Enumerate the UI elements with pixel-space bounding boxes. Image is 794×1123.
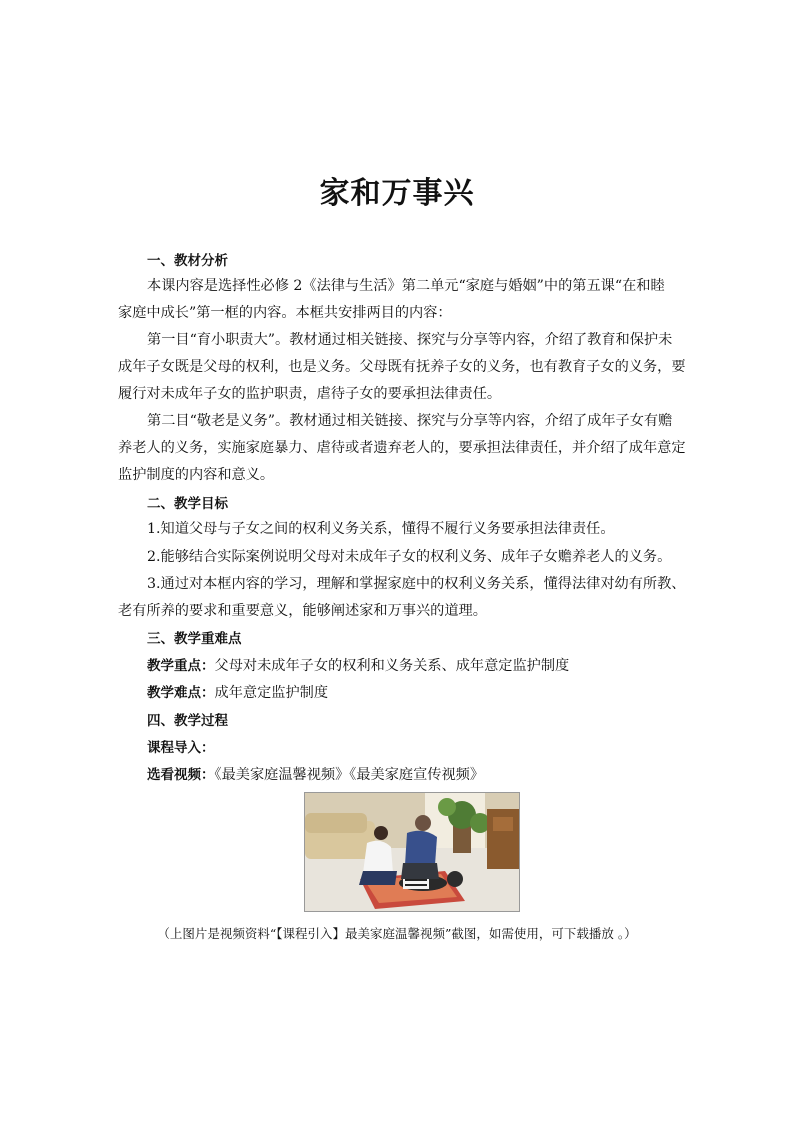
video-screenshot-image (304, 792, 520, 912)
paragraph-line: 成年子女既是父母的权利，也是义务。父母既有抚养子女的义务，也有教育子女的义务，要 (118, 359, 686, 375)
intro-label-text: 课程导入： (147, 740, 215, 756)
paragraph-line: 本课内容是选择性必修 2《法律与生活》第二单元“家庭与婚姻”中的第五课“在和睦 (147, 278, 665, 294)
paragraph-line: 监护制度的内容和意义。 (118, 467, 275, 483)
section-heading-1: 一、教材分析 (147, 253, 228, 269)
goal-item-continued: 老有所养的要求和重要意义，能够阐述家和万事兴的道理。 (118, 603, 487, 619)
paragraph-line: 第二目“敬老是义务”。教材通过相关链接、探究与分享等内容，介绍了成年子女有赡 (147, 413, 673, 429)
video-label: 选看视频： (147, 767, 215, 783)
difficult-point (147, 681, 328, 702)
section-heading-2: 二、教学目标 (147, 496, 228, 512)
paragraph-line: 养老人的义务，实施家庭暴力、虐待或者遗弃老人的，要承担法律责任，并介绍了成年意定 (118, 440, 686, 456)
key-point-label: 教学重点： (147, 658, 215, 674)
difficult-point-label: 教学难点： (147, 685, 215, 701)
paragraph-line: 第一目“育小职责大”。教材通过相关链接、探究与分享等内容，介绍了教育和保护未 (147, 332, 673, 348)
goal-item: 3.通过对本框内容的学习，理解和掌握家庭中的权利义务关系，懂得法律对幼有所教、 (147, 576, 686, 592)
key-point-text: 父母对未成年子女的权利和义务关系、成年意定监护制度 (214, 658, 570, 674)
difficult-point-text: 成年意定监护制度 (214, 685, 329, 701)
section-heading-4: 四、教学过程 (147, 713, 228, 729)
key-point (147, 654, 569, 675)
video-titles: 《最美家庭温馨视频》《最美家庭宣传视频》 (214, 767, 485, 783)
paragraph-line: 履行对未成年子女的监护职责，虐待子女的要承担法律责任。 (118, 386, 502, 402)
image-caption: （上图片是视频资料“【课程引入】最美家庭温馨视频”截图，如需使用，可下载播放 。） (157, 926, 637, 941)
section-heading-3: 三、教学重难点 (147, 631, 242, 647)
paragraph-line: 家庭中成长”第一框的内容。本框共安排两目的内容： (118, 305, 452, 321)
page-title: 家和万事兴 (319, 176, 475, 211)
intro-label (147, 736, 215, 756)
video-line (147, 763, 484, 784)
goal-item: 1.知道父母与子女之间的权利义务关系，懂得不履行义务要承担法律责任。 (147, 521, 615, 537)
goal-item: 2.能够结合实际案例说明父母对未成年子女的权利义务、成年子女赡养老人的义务。 (147, 549, 672, 565)
family-scene-illustration (305, 793, 519, 911)
